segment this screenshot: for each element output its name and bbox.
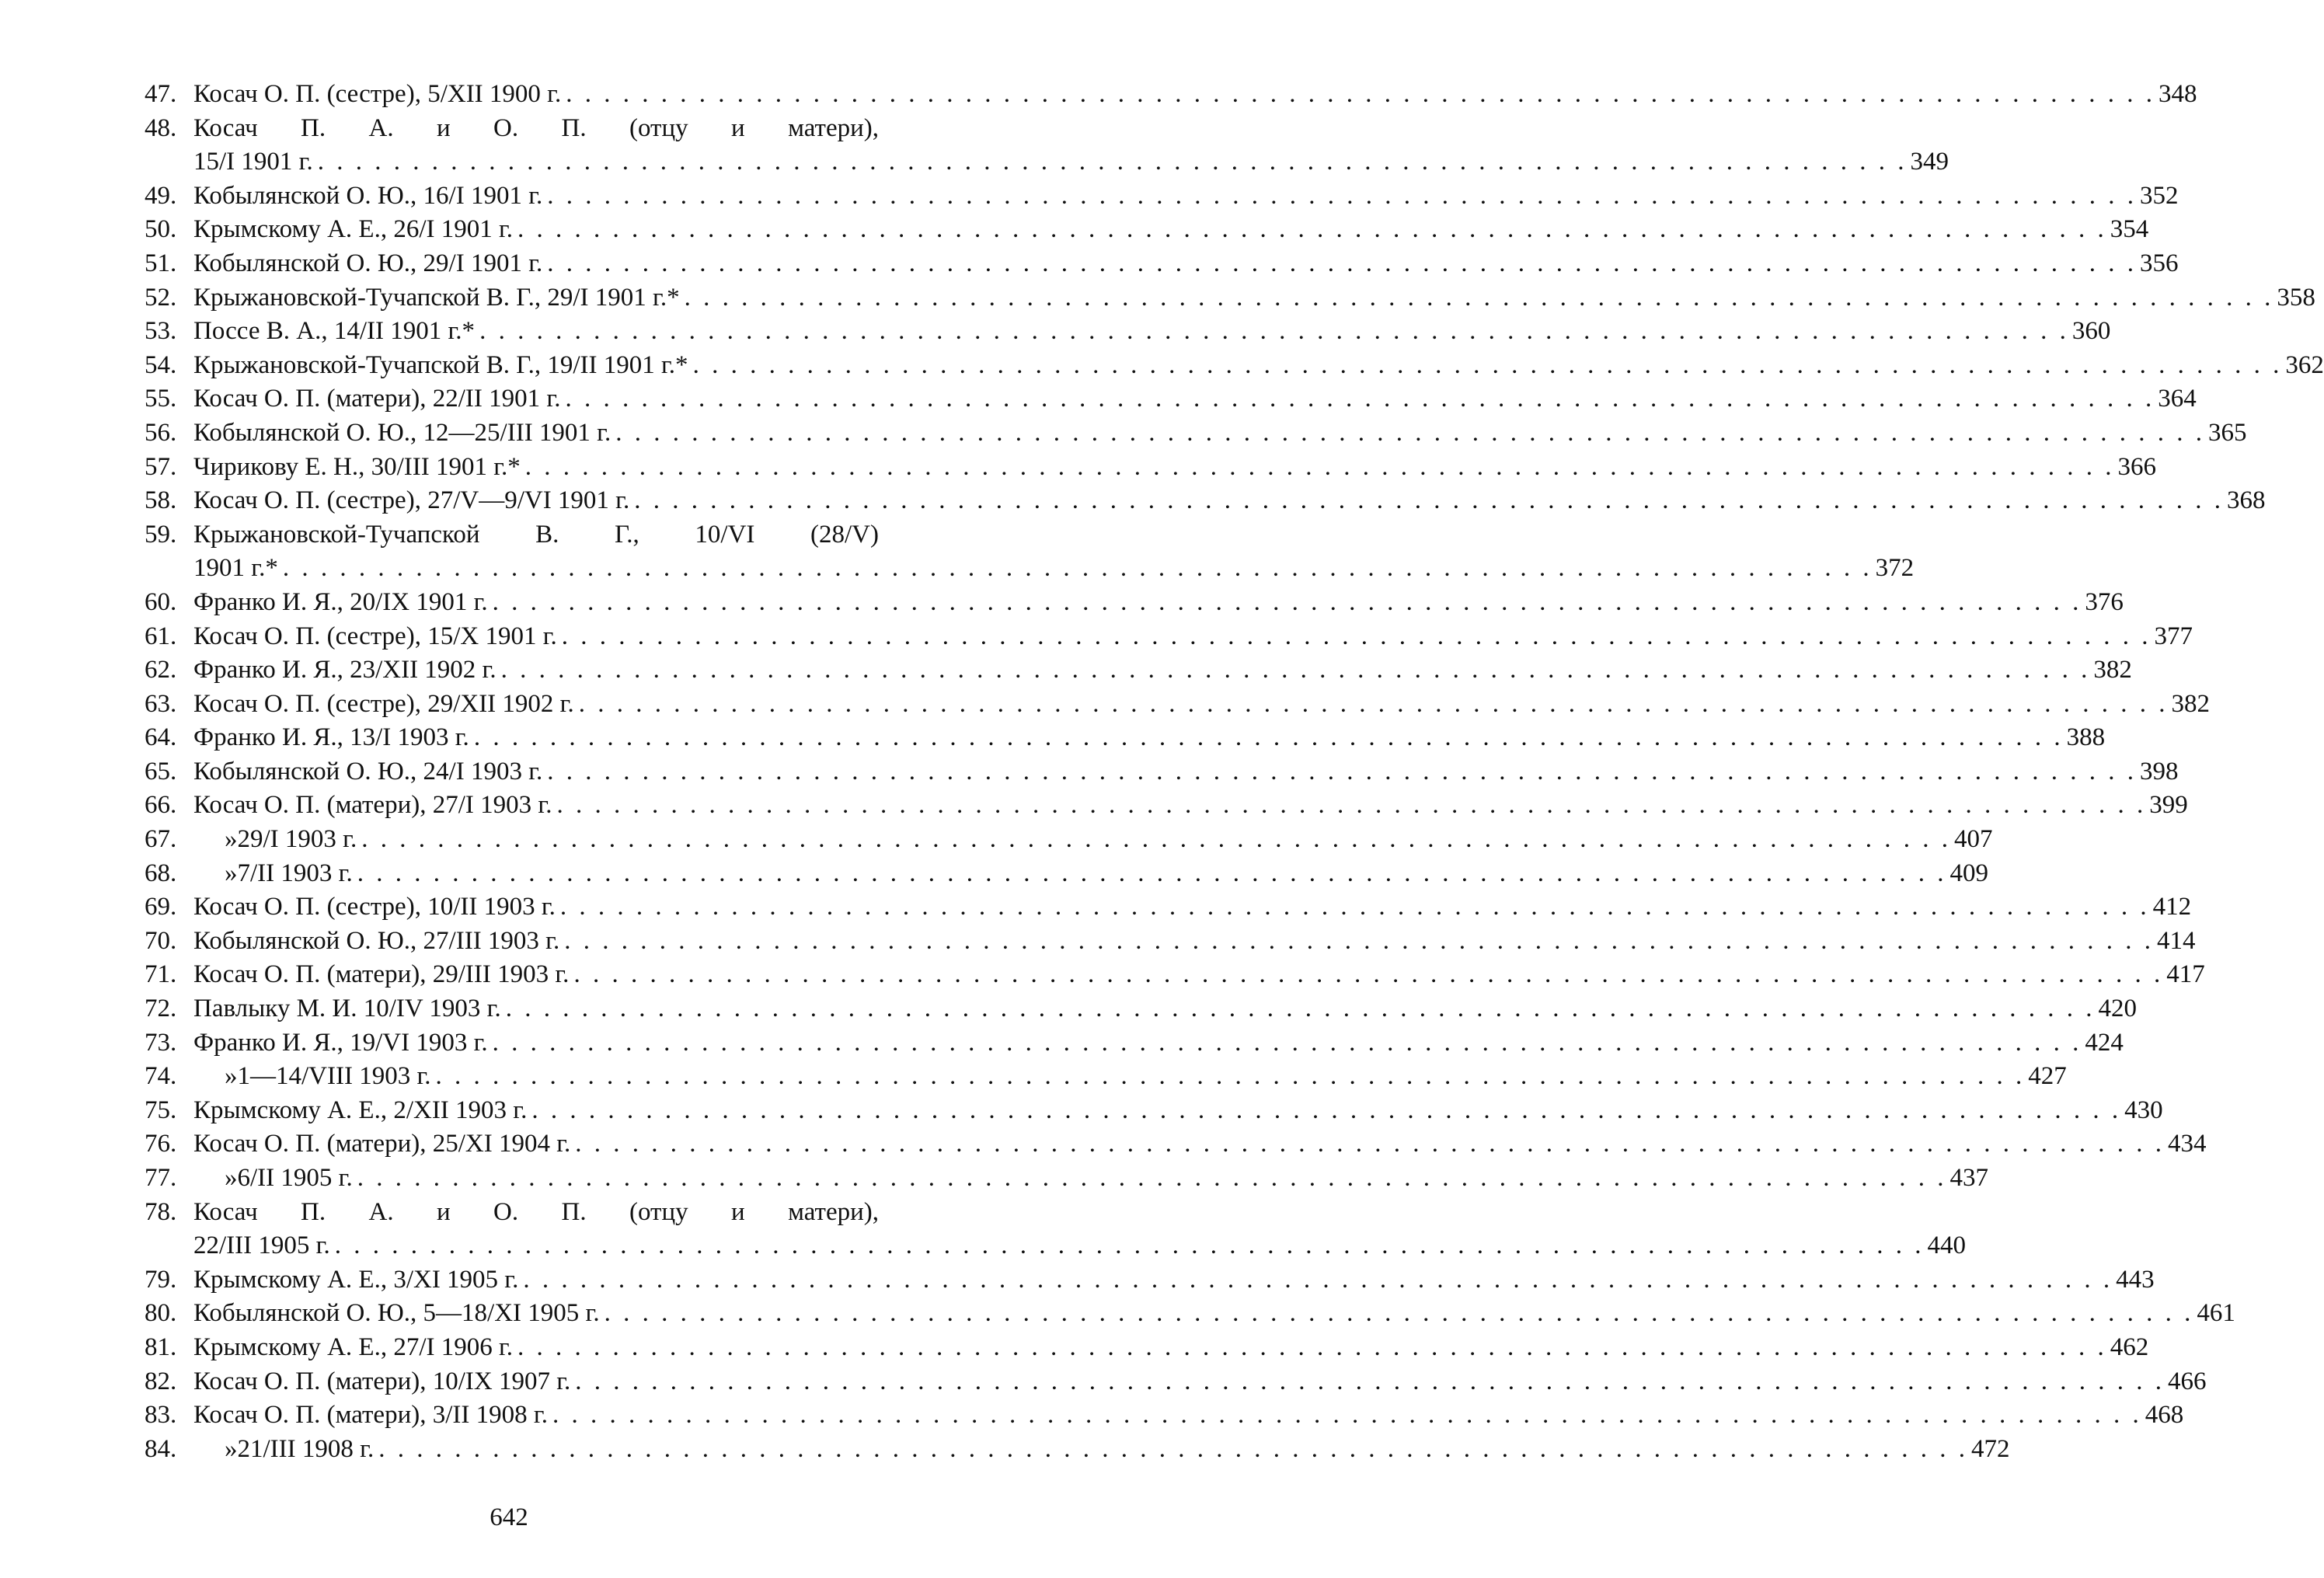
entry-page-number: 348 [2158, 80, 2197, 108]
entry-page-number: 412 [2152, 893, 2192, 921]
entry-title: Косач О. П. (матери), 10/IX 1907 г. [193, 1367, 571, 1395]
entry-page-number: 434 [2168, 1130, 2207, 1158]
toc-entry[interactable] [145, 1365, 2207, 1399]
entry-title: Косач О. П. (сестре), 5/XII 1900 г. [193, 80, 562, 108]
toc-entry[interactable] [145, 1433, 2010, 1467]
entry-page-number: 417 [2166, 960, 2205, 989]
dot-leader [556, 890, 2150, 925]
toc-entry[interactable] [145, 1026, 2124, 1061]
dot-leader [559, 925, 2154, 959]
entry-number: 80. [145, 1299, 177, 1328]
entry-number: 47. [145, 80, 177, 108]
entry-number: 65. [145, 757, 177, 786]
entry-page-number: 362 [2285, 350, 2324, 379]
entry-page-number: 443 [2116, 1265, 2155, 1294]
entry-page-number: 424 [2085, 1028, 2124, 1057]
toc-entry[interactable] [145, 823, 1993, 857]
entry-page-number: 377 [2154, 622, 2193, 650]
toc-entry[interactable] [145, 1162, 1988, 1196]
dot-leader [680, 281, 2274, 315]
entry-number: 53. [145, 317, 177, 346]
toc-entry[interactable] [145, 451, 2157, 485]
toc-entry[interactable] [145, 925, 2196, 959]
entry-title: 7/II 1903 г. [237, 859, 353, 887]
dot-leader [611, 416, 2205, 451]
entry-page-number: 468 [2145, 1401, 2184, 1430]
dot-leader [570, 1127, 2165, 1162]
entry-title: Крыжановской-Тучапской В. Г., 29/I 1901 г.* [193, 283, 680, 312]
entry-title: Франко И. Я., 19/VI 1903 г. [193, 1028, 488, 1057]
dot-leader [431, 1060, 2026, 1094]
ditto-mark: » [225, 1434, 238, 1463]
entry-page-number: 409 [1949, 859, 1988, 887]
dot-leader [542, 179, 2137, 214]
table-of-contents [145, 78, 2324, 1466]
entry-number: 67. [145, 825, 177, 854]
entry-page-number: 427 [2028, 1062, 2067, 1091]
entry-title: Франко И. Я., 13/I 1903 г. [193, 723, 469, 752]
entry-title: Кобылянской О. Ю., 16/I 1901 г. [193, 181, 543, 210]
entry-number: 59. [145, 520, 177, 549]
dot-leader [629, 484, 2224, 518]
entry-number: 81. [145, 1332, 177, 1361]
entry-page-number: 407 [1953, 825, 1993, 854]
entry-title: Поссе В. А., 14/II 1901 г.* [193, 317, 476, 346]
entry-number: 83. [145, 1401, 177, 1430]
dot-leader [353, 857, 1947, 891]
dot-leader [569, 958, 2163, 992]
entry-title: Косач О. П. (сестре), 29/XII 1902 г. [193, 689, 574, 718]
entry-number: 52. [145, 283, 177, 312]
dot-leader [557, 620, 2152, 654]
entry-number: 76. [145, 1130, 177, 1158]
entry-number: 64. [145, 723, 177, 752]
entry-number: 50. [145, 215, 177, 244]
dot-leader [513, 1331, 2107, 1365]
entry-page-number: 360 [2071, 317, 2111, 346]
entry-title: Франко И. Я., 23/XII 1902 г. [193, 656, 497, 684]
toc-entry[interactable] [145, 721, 2106, 755]
entry-title: Косач О. П. (матери), 3/II 1908 г. [193, 1401, 548, 1430]
dot-leader [330, 1229, 1925, 1263]
dot-leader [574, 688, 2169, 722]
entry-page-number: 366 [2117, 452, 2157, 481]
entry-page-number: 414 [2157, 926, 2196, 955]
entry-number: 72. [145, 995, 177, 1023]
entry-number: 58. [145, 486, 177, 515]
toc-entry[interactable] [145, 1196, 1966, 1263]
entry-number: 84. [145, 1434, 177, 1463]
entry-title: 21/III 1908 г. [237, 1434, 375, 1463]
dot-leader [548, 1399, 2142, 1433]
dot-leader [560, 382, 2155, 416]
dot-leader [501, 992, 2096, 1026]
page-number: 642 [490, 1503, 528, 1531]
entry-title: Крымскому А. Е., 26/I 1901 г. [193, 215, 514, 244]
entry-number: 82. [145, 1367, 177, 1395]
entry-title: Кобылянской О. Ю., 24/I 1903 г. [193, 757, 543, 786]
entry-page-number: 382 [2093, 656, 2132, 684]
entry-page-number: 382 [2171, 689, 2210, 718]
entry-number: 49. [145, 181, 177, 210]
entry-title: Франко И. Я., 20/IX 1901 г. [193, 587, 488, 616]
entry-number: 54. [145, 350, 177, 379]
entry-number: 63. [145, 689, 177, 718]
entry-number: 70. [145, 926, 177, 955]
dot-leader [542, 247, 2137, 281]
toc-entry[interactable] [145, 620, 2193, 654]
entry-number: 62. [145, 656, 177, 684]
entry-page-number: 354 [2110, 215, 2149, 244]
entry-title: 6/II 1905 г. [237, 1164, 353, 1192]
toc-entry[interactable] [145, 653, 2132, 688]
toc-entry[interactable] [145, 755, 2179, 789]
entry-title: 15/I 1901 г. [193, 148, 313, 176]
toc-entry[interactable] [145, 992, 2137, 1026]
toc-entry[interactable] [145, 518, 1915, 586]
entry-title: 1—14/VIII 1903 г. [237, 1062, 431, 1091]
toc-entry[interactable] [145, 416, 2247, 451]
entry-title: Крымскому А. Е., 2/XII 1903 г. [193, 1096, 528, 1124]
entry-title: Кобылянской О. Ю., 27/III 1903 г. [193, 926, 560, 955]
entry-number: 69. [145, 893, 177, 921]
entry-number: 71. [145, 960, 177, 989]
entry-page-number: 472 [1970, 1434, 2010, 1463]
entry-title: Павлыку М. И. 10/IV 1903 г. [193, 995, 501, 1023]
toc-entry[interactable] [145, 1060, 2067, 1094]
toc-entry[interactable] [145, 1331, 2149, 1365]
toc-entry[interactable] [145, 688, 2210, 722]
entry-title: 1901 г.* [193, 554, 278, 583]
ditto-mark: » [225, 1164, 238, 1192]
entry-title: 22/III 1905 г. [193, 1231, 330, 1260]
dot-leader [475, 315, 2069, 349]
toc-entry[interactable] [145, 586, 2124, 620]
entry-page-number: 440 [1927, 1231, 1966, 1260]
toc-entry[interactable] [145, 112, 1949, 179]
toc-entry[interactable] [145, 857, 1988, 891]
entry-title: Косач О. П. (матери), 29/III 1903 г. [193, 960, 570, 989]
toc-entry[interactable] [145, 789, 2188, 823]
entry-number: 51. [145, 249, 177, 277]
entry-page-number: 398 [2140, 757, 2179, 786]
entry-number: 75. [145, 1096, 177, 1124]
dot-leader [488, 586, 2082, 620]
entry-number: 48. [145, 113, 177, 142]
dot-leader [570, 1365, 2165, 1399]
entry-title: Косач О. П. (матери), 25/XI 1904 г. [193, 1130, 571, 1158]
dot-leader [469, 721, 2064, 755]
toc-entry[interactable] [145, 247, 2179, 281]
dot-leader [518, 1263, 2113, 1298]
toc-entry[interactable] [145, 1127, 2207, 1162]
dot-leader [353, 1162, 1947, 1196]
entry-number: 73. [145, 1028, 177, 1057]
entry-page-number: 462 [2110, 1332, 2149, 1361]
entry-page-number: 358 [2277, 283, 2315, 312]
entry-page-number: 437 [1949, 1164, 1988, 1192]
entry-title: Крымскому А. Е., 3/XI 1905 г. [193, 1265, 519, 1294]
entry-title: Косач О. П. (сестре), 27/V—9/VI 1901 г. [193, 486, 630, 515]
entry-page-number: 352 [2140, 181, 2179, 210]
entry-page-number: 365 [2208, 418, 2247, 447]
entry-title: Косач О. П. (сестре), 10/II 1903 г. [193, 893, 556, 921]
dot-leader [688, 349, 2283, 383]
entry-number: 78. [145, 1197, 177, 1226]
toc-entry[interactable] [145, 1399, 2184, 1433]
toc-entry[interactable] [145, 78, 2197, 112]
entry-title: Кобылянской О. Ю., 29/I 1901 г. [193, 249, 543, 277]
entry-title-first-line: Крыжановской-Тучапской В. Г., 10/VI (28/V) [193, 520, 879, 549]
entry-number: 57. [145, 452, 177, 481]
dot-leader [527, 1094, 2121, 1128]
entry-number: 77. [145, 1164, 177, 1192]
entry-number: 55. [145, 385, 177, 413]
toc-entry[interactable] [145, 1297, 2235, 1331]
toc-entry[interactable] [145, 1263, 2155, 1298]
dot-leader [552, 789, 2146, 823]
entry-page-number: 364 [2158, 385, 2197, 413]
entry-title: Косач О. П. (матери), 27/I 1903 г. [193, 791, 552, 820]
ditto-mark: » [225, 859, 238, 887]
dot-leader [278, 552, 1873, 586]
entry-title-first-line: Косач П. А. и О. П. (отцу и матери), [193, 1197, 879, 1226]
entry-title: Крыжановской-Тучапской В. Г., 19/II 1901 г.* [193, 350, 688, 379]
entry-title: Косач О. П. (матери), 22/II 1901 г. [193, 385, 561, 413]
entry-title: Кобылянской О. Ю., 5—18/XI 1905 г. [193, 1299, 600, 1328]
toc-entry[interactable] [145, 281, 2315, 315]
entry-title: Чирикову Е. Н., 30/III 1901 г.* [193, 452, 521, 481]
entry-number: 66. [145, 791, 177, 820]
entry-page-number: 356 [2140, 249, 2179, 277]
entry-page-number: 461 [2197, 1299, 2235, 1328]
entry-page-number: 372 [1875, 554, 1915, 583]
toc-entry[interactable] [145, 349, 2324, 383]
dot-leader [374, 1433, 1968, 1467]
entry-page-number: 368 [2227, 486, 2266, 515]
dot-leader [313, 145, 1908, 179]
entry-page-number: 420 [2098, 995, 2137, 1023]
toc-entry[interactable] [145, 890, 2192, 925]
ditto-mark: » [225, 1062, 238, 1091]
toc-entry[interactable] [145, 382, 2197, 416]
dot-leader [542, 755, 2137, 789]
toc-entry[interactable] [145, 315, 2111, 349]
entry-page-number: 376 [2085, 587, 2124, 616]
entry-title: Косач О. П. (сестре), 15/X 1901 г. [193, 622, 557, 650]
entry-number: 56. [145, 418, 177, 447]
dot-leader [561, 78, 2155, 112]
toc-entry[interactable] [145, 213, 2149, 247]
dot-leader [513, 213, 2107, 247]
entry-page-number: 399 [2149, 791, 2188, 820]
entry-title: Крымскому А. Е., 27/I 1906 г. [193, 1332, 514, 1361]
entry-page-number: 430 [2124, 1096, 2163, 1124]
dot-leader [497, 653, 2091, 688]
entry-title: Кобылянской О. Ю., 12—25/III 1901 г. [193, 418, 611, 447]
entry-number: 74. [145, 1062, 177, 1091]
toc-entry[interactable] [145, 958, 2205, 992]
dot-leader [488, 1026, 2082, 1061]
entry-page-number: 349 [1910, 148, 1949, 176]
ditto-mark: » [225, 825, 238, 854]
dot-leader [357, 823, 1951, 857]
dot-leader [521, 451, 2115, 485]
entry-page-number: 466 [2168, 1367, 2207, 1395]
entry-number: 79. [145, 1265, 177, 1294]
entry-number: 68. [145, 859, 177, 887]
entry-number: 60. [145, 587, 177, 616]
toc-entry[interactable] [145, 179, 2179, 214]
entry-title: 29/I 1903 г. [237, 825, 357, 854]
entry-title-first-line: Косач П. А. и О. П. (отцу и матери), [193, 113, 879, 142]
dot-leader [600, 1297, 2194, 1331]
toc-entry[interactable] [145, 1094, 2163, 1128]
toc-entry[interactable] [145, 484, 2266, 518]
entry-number: 61. [145, 622, 177, 650]
entry-page-number: 388 [2066, 723, 2106, 752]
